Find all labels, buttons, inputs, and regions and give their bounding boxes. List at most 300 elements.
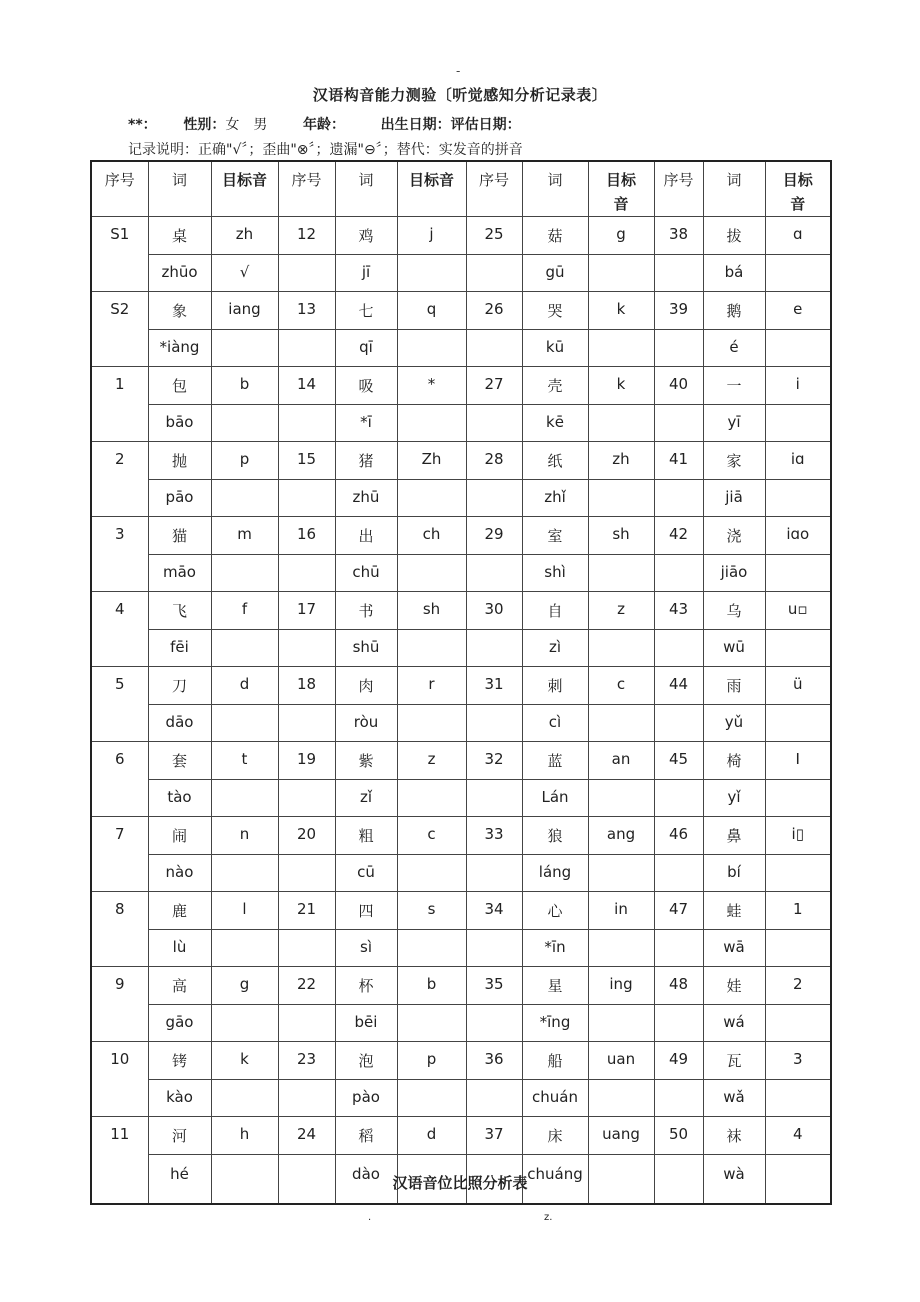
cell-pinyin-word: chuán — [522, 1080, 588, 1117]
gender-label: 性别： — [183, 117, 226, 133]
cell-target: an — [588, 742, 654, 780]
cell-word: 桌 — [148, 217, 211, 255]
cell-pinyin-target — [765, 330, 831, 367]
cell-pinyin-target — [397, 1080, 466, 1117]
footer-right-mark: z. — [544, 1212, 553, 1223]
cell-pinyin-seq — [278, 1005, 335, 1042]
cell-pinyin-target — [397, 1005, 466, 1042]
cell-pinyin-word: chuáng — [522, 1155, 588, 1205]
cell-pinyin-target — [211, 780, 278, 817]
cell-word: 鼻 — [703, 817, 765, 855]
cell-pinyin-target — [397, 630, 466, 667]
cell-pinyin-target — [765, 555, 831, 592]
cell-pinyin-seq — [278, 855, 335, 892]
cell-target: ɑ — [765, 217, 831, 255]
cell-word: 雨 — [703, 667, 765, 705]
cell-word: 包 — [148, 367, 211, 405]
cell-seq: 22 — [278, 967, 335, 1005]
cell-seq: 47 — [654, 892, 703, 930]
cell-seq: 42 — [654, 517, 703, 555]
cell-word: 粗 — [335, 817, 397, 855]
cell-pinyin-target: √ — [211, 255, 278, 292]
cell-seq: 31 — [466, 667, 522, 705]
cell-pinyin-word: wá — [703, 1005, 765, 1042]
cell-pinyin-word: māo — [148, 555, 211, 592]
name-label: **： — [128, 117, 157, 133]
cell-word: 杯 — [335, 967, 397, 1005]
table-row-pinyin — [91, 480, 831, 517]
header-word: 词 — [335, 161, 397, 217]
cell-seq: 38 — [654, 217, 703, 255]
table-row-word — [91, 667, 831, 705]
cell-pinyin-word: pào — [335, 1080, 397, 1117]
cell-seq: 4 — [91, 592, 148, 630]
cell-pinyin-seq — [466, 1005, 522, 1042]
cell-word: 室 — [522, 517, 588, 555]
cell-target: in — [588, 892, 654, 930]
cell-pinyin-seq — [278, 705, 335, 742]
cell-word: 猪 — [335, 442, 397, 480]
cell-pinyin-word: shì — [522, 555, 588, 592]
cell-seq: 46 — [654, 817, 703, 855]
cell-pinyin-word: sì — [335, 930, 397, 967]
birth-date-label: 出生日期： — [380, 117, 451, 133]
cell-word: 鸡 — [335, 217, 397, 255]
cell-target: 3 — [765, 1042, 831, 1080]
cell-pinyin-target — [211, 480, 278, 517]
cell-pinyin-target — [765, 780, 831, 817]
cell-pinyin-word: jiāo — [703, 555, 765, 592]
cell-pinyin-target — [211, 330, 278, 367]
cell-seq: 44 — [654, 667, 703, 705]
cell-seq: 39 — [654, 292, 703, 330]
cell-word: 抛 — [148, 442, 211, 480]
cell-target: z — [397, 742, 466, 780]
table-row-word — [91, 367, 831, 405]
header-word: 词 — [522, 161, 588, 217]
cell-pinyin-word: bá — [703, 255, 765, 292]
table-row-word — [91, 592, 831, 630]
cell-target: ing — [588, 967, 654, 1005]
cell-seq: 3 — [91, 517, 148, 555]
cell-pinyin-target — [765, 705, 831, 742]
cell-seq: 28 — [466, 442, 522, 480]
table-row-word — [91, 442, 831, 480]
cell-pinyin-seq — [278, 480, 335, 517]
cell-seq: 9 — [91, 967, 148, 1005]
cell-pinyin-word: bēi — [335, 1005, 397, 1042]
cell-pinyin-target — [211, 1005, 278, 1042]
cell-pinyin-seq — [654, 705, 703, 742]
cell-word: 蓝 — [522, 742, 588, 780]
table-row-pinyin — [91, 1005, 831, 1042]
cell-seq: 12 — [278, 217, 335, 255]
cell-target: z — [588, 592, 654, 630]
table-row-word — [91, 1117, 831, 1155]
cell-pinyin-seq — [278, 630, 335, 667]
cell-pinyin-seq — [466, 780, 522, 817]
cell-target: i — [765, 367, 831, 405]
cell-target: c — [397, 817, 466, 855]
form-title: 汉语构音能力测验〔听觉感知分析记录表〕 — [312, 86, 608, 104]
cell-target: I — [765, 742, 831, 780]
eval-date-label: 评估日期： — [450, 117, 521, 133]
cell-pinyin-target — [211, 1080, 278, 1117]
cell-target: k — [588, 367, 654, 405]
cell-pinyin-target — [397, 705, 466, 742]
cell-pinyin-seq — [466, 855, 522, 892]
cell-target: ch — [397, 517, 466, 555]
cell-target: ang — [588, 817, 654, 855]
table-row-pinyin — [91, 255, 831, 292]
cell-seq: 16 — [278, 517, 335, 555]
cell-seq: 24 — [278, 1117, 335, 1155]
table-row-word — [91, 892, 831, 930]
cell-seq: 34 — [466, 892, 522, 930]
cell-seq: 43 — [654, 592, 703, 630]
cell-pinyin-target — [765, 930, 831, 967]
cell-target: g — [588, 217, 654, 255]
analysis-table — [90, 160, 832, 1205]
cell-word: 哭 — [522, 292, 588, 330]
cell-pinyin-word: cì — [522, 705, 588, 742]
cell-word: 套 — [148, 742, 211, 780]
cell-pinyin-target — [765, 255, 831, 292]
cell-seq: 33 — [466, 817, 522, 855]
cell-pinyin-word: tào — [148, 780, 211, 817]
cell-target: sh — [588, 517, 654, 555]
cell-pinyin-target — [397, 780, 466, 817]
cell-target: 4 — [765, 1117, 831, 1155]
cell-target: b — [211, 367, 278, 405]
table-row-pinyin — [91, 705, 831, 742]
cell-seq: 30 — [466, 592, 522, 630]
cell-pinyin-word: wǎ — [703, 1080, 765, 1117]
cell-word: 泡 — [335, 1042, 397, 1080]
cell-pinyin-seq — [466, 330, 522, 367]
cell-word: 河 — [148, 1117, 211, 1155]
cell-target: 2 — [765, 967, 831, 1005]
cell-pinyin-target — [211, 405, 278, 442]
cell-seq: 8 — [91, 892, 148, 930]
cell-pinyin-target — [211, 630, 278, 667]
cell-pinyin-target — [588, 855, 654, 892]
cell-pinyin-target — [765, 630, 831, 667]
cell-target: u▫ — [765, 592, 831, 630]
cell-pinyin-seq — [91, 480, 148, 517]
cell-target: j — [397, 217, 466, 255]
cell-pinyin-seq — [91, 330, 148, 367]
cell-word: 浇 — [703, 517, 765, 555]
cell-word: 刺 — [522, 667, 588, 705]
cell-target: p — [211, 442, 278, 480]
cell-pinyin-word: zhū — [335, 480, 397, 517]
cell-pinyin-seq — [654, 555, 703, 592]
cell-pinyin-target — [588, 780, 654, 817]
cell-seq: 19 — [278, 742, 335, 780]
cell-pinyin-target — [397, 855, 466, 892]
cell-pinyin-seq — [466, 1080, 522, 1117]
cell-pinyin-seq — [654, 930, 703, 967]
table-header-row — [91, 161, 831, 217]
table-caption: 汉语音位比照分析表 — [392, 1174, 528, 1192]
cell-pinyin-word: wū — [703, 630, 765, 667]
cell-pinyin-word: jiā — [703, 480, 765, 517]
cell-pinyin-seq — [91, 780, 148, 817]
cell-pinyin-word: yǐ — [703, 780, 765, 817]
table-row-word — [91, 742, 831, 780]
cell-pinyin-seq — [654, 855, 703, 892]
cell-pinyin-target — [211, 855, 278, 892]
cell-word: 袜 — [703, 1117, 765, 1155]
cell-pinyin-seq — [91, 255, 148, 292]
cell-word: 闹 — [148, 817, 211, 855]
cell-pinyin-word: lù — [148, 930, 211, 967]
cell-seq: 35 — [466, 967, 522, 1005]
cell-pinyin-seq — [91, 630, 148, 667]
cell-pinyin-target — [765, 1080, 831, 1117]
cell-seq: 23 — [278, 1042, 335, 1080]
cell-word: 刀 — [148, 667, 211, 705]
cell-word: 四 — [335, 892, 397, 930]
cell-pinyin-target — [765, 405, 831, 442]
cell-seq: 37 — [466, 1117, 522, 1155]
cell-pinyin-seq — [91, 705, 148, 742]
cell-seq: 29 — [466, 517, 522, 555]
cell-seq: 7 — [91, 817, 148, 855]
cell-pinyin-seq — [278, 930, 335, 967]
cell-pinyin-seq — [278, 255, 335, 292]
cell-word: 七 — [335, 292, 397, 330]
cell-target: k — [588, 292, 654, 330]
record-instructions: 记录说明：正确"√〞；歪曲"⊗〞；遗漏"⊖〞；替代：实发音的拼音 — [128, 142, 523, 158]
table-row-pinyin — [91, 930, 831, 967]
cell-seq: 20 — [278, 817, 335, 855]
cell-word: 猫 — [148, 517, 211, 555]
cell-seq: 10 — [91, 1042, 148, 1080]
table-row-pinyin — [91, 555, 831, 592]
header-target: 目标音 — [211, 161, 278, 217]
cell-target: d — [397, 1117, 466, 1155]
cell-pinyin-word: cū — [335, 855, 397, 892]
cell-pinyin-word: é — [703, 330, 765, 367]
cell-target: zh — [211, 217, 278, 255]
cell-pinyin-word: *īn — [522, 930, 588, 967]
cell-target: ü — [765, 667, 831, 705]
cell-pinyin-seq — [278, 1080, 335, 1117]
cell-word: 菇 — [522, 217, 588, 255]
table-row-pinyin — [91, 405, 831, 442]
table-row-pinyin — [91, 330, 831, 367]
cell-pinyin-target — [588, 1080, 654, 1117]
cell-pinyin-target — [588, 1005, 654, 1042]
cell-target: r — [397, 667, 466, 705]
cell-pinyin-seq — [654, 330, 703, 367]
cell-pinyin-seq — [466, 480, 522, 517]
cell-seq: 17 — [278, 592, 335, 630]
cell-word: 床 — [522, 1117, 588, 1155]
cell-pinyin-word: kào — [148, 1080, 211, 1117]
cell-pinyin-seq — [91, 555, 148, 592]
page-top-mark: - — [456, 64, 461, 78]
header-seq: 序号 — [278, 161, 335, 217]
cell-pinyin-word: fēi — [148, 630, 211, 667]
cell-seq: 2 — [91, 442, 148, 480]
cell-pinyin-target — [397, 480, 466, 517]
info-line — [128, 114, 521, 134]
cell-pinyin-word: zhūo — [148, 255, 211, 292]
cell-target: b — [397, 967, 466, 1005]
cell-pinyin-word: dāo — [148, 705, 211, 742]
table-row-word — [91, 517, 831, 555]
cell-word: 鹅 — [703, 292, 765, 330]
cell-pinyin-seq — [466, 630, 522, 667]
cell-seq: 48 — [654, 967, 703, 1005]
cell-pinyin-seq — [654, 780, 703, 817]
cell-pinyin-word: *īng — [522, 1005, 588, 1042]
cell-target: g — [211, 967, 278, 1005]
cell-target: * — [397, 367, 466, 405]
cell-pinyin-seq — [91, 930, 148, 967]
cell-pinyin-target — [588, 480, 654, 517]
cell-pinyin-target — [397, 930, 466, 967]
cell-pinyin-target — [397, 330, 466, 367]
cell-target: m — [211, 517, 278, 555]
table-row-pinyin — [91, 1080, 831, 1117]
table-row-word — [91, 292, 831, 330]
cell-target: p — [397, 1042, 466, 1080]
cell-target: Zh — [397, 442, 466, 480]
cell-pinyin-seq — [654, 630, 703, 667]
cell-target: q — [397, 292, 466, 330]
table-row-word — [91, 217, 831, 255]
cell-word: 乌 — [703, 592, 765, 630]
cell-seq: 18 — [278, 667, 335, 705]
age-label: 年龄： — [302, 117, 345, 133]
cell-target: uan — [588, 1042, 654, 1080]
cell-pinyin-seq — [466, 930, 522, 967]
cell-pinyin-seq — [278, 780, 335, 817]
cell-pinyin-word: kū — [522, 330, 588, 367]
cell-seq: 25 — [466, 217, 522, 255]
cell-pinyin-word: kē — [522, 405, 588, 442]
cell-pinyin-word: gū — [522, 255, 588, 292]
cell-seq: 5 — [91, 667, 148, 705]
cell-word: 家 — [703, 442, 765, 480]
cell-pinyin-target — [588, 255, 654, 292]
cell-target: t — [211, 742, 278, 780]
cell-pinyin-word: wā — [703, 930, 765, 967]
cell-word: 椅 — [703, 742, 765, 780]
cell-target: k — [211, 1042, 278, 1080]
cell-target: zh — [588, 442, 654, 480]
cell-pinyin-seq — [466, 255, 522, 292]
cell-word: 飞 — [148, 592, 211, 630]
cell-pinyin-target — [765, 480, 831, 517]
header-target: 目标 音 — [765, 161, 831, 217]
cell-word: 肉 — [335, 667, 397, 705]
cell-seq: 15 — [278, 442, 335, 480]
cell-seq: 49 — [654, 1042, 703, 1080]
cell-pinyin-seq — [91, 855, 148, 892]
cell-target: l — [211, 892, 278, 930]
cell-seq: 50 — [654, 1117, 703, 1155]
table-row-pinyin — [91, 855, 831, 892]
cell-seq: 41 — [654, 442, 703, 480]
header-target: 目标音 — [397, 161, 466, 217]
cell-pinyin-word: hé — [148, 1155, 211, 1205]
cell-seq: 32 — [466, 742, 522, 780]
cell-pinyin-word: zhǐ — [522, 480, 588, 517]
cell-word: 自 — [522, 592, 588, 630]
cell-pinyin-word: pāo — [148, 480, 211, 517]
cell-seq: 6 — [91, 742, 148, 780]
cell-pinyin-word: *ī — [335, 405, 397, 442]
cell-seq: 40 — [654, 367, 703, 405]
cell-pinyin-seq — [278, 330, 335, 367]
cell-word: 拔 — [703, 217, 765, 255]
table-row-pinyin — [91, 630, 831, 667]
table-row-word — [91, 1042, 831, 1080]
cell-seq: 14 — [278, 367, 335, 405]
header-seq: 序号 — [654, 161, 703, 217]
cell-word: 稻 — [335, 1117, 397, 1155]
cell-pinyin-seq — [466, 405, 522, 442]
cell-word: 娃 — [703, 967, 765, 1005]
cell-pinyin-seq — [91, 1005, 148, 1042]
cell-pinyin-target — [211, 555, 278, 592]
cell-pinyin-word: bí — [703, 855, 765, 892]
cell-pinyin-seq — [654, 1080, 703, 1117]
cell-target: n — [211, 817, 278, 855]
cell-word: 吸 — [335, 367, 397, 405]
cell-pinyin-word: chū — [335, 555, 397, 592]
cell-target: i▯ — [765, 817, 831, 855]
cell-pinyin-target — [765, 855, 831, 892]
table-row-word — [91, 817, 831, 855]
cell-word: 高 — [148, 967, 211, 1005]
cell-seq: 45 — [654, 742, 703, 780]
cell-pinyin-target — [765, 1005, 831, 1042]
cell-pinyin-seq — [466, 705, 522, 742]
cell-seq: 1 — [91, 367, 148, 405]
cell-pinyin-seq — [654, 1005, 703, 1042]
cell-pinyin-target — [397, 555, 466, 592]
cell-word: 壳 — [522, 367, 588, 405]
cell-seq: 27 — [466, 367, 522, 405]
cell-target: e — [765, 292, 831, 330]
cell-seq: S2 — [91, 292, 148, 330]
cell-word: 紫 — [335, 742, 397, 780]
cell-word: 出 — [335, 517, 397, 555]
cell-seq: S1 — [91, 217, 148, 255]
header-word: 词 — [148, 161, 211, 217]
cell-pinyin-seq — [654, 255, 703, 292]
table-body — [91, 217, 831, 1205]
cell-word: 一 — [703, 367, 765, 405]
cell-pinyin-word: Lán — [522, 780, 588, 817]
cell-pinyin-target — [588, 630, 654, 667]
header-seq: 序号 — [466, 161, 522, 217]
cell-seq: 13 — [278, 292, 335, 330]
cell-seq: 11 — [91, 1117, 148, 1155]
cell-pinyin-word: dào — [335, 1155, 397, 1205]
cell-pinyin-seq — [91, 405, 148, 442]
header-target: 目标 音 — [588, 161, 654, 217]
cell-seq: 21 — [278, 892, 335, 930]
cell-word: 瓦 — [703, 1042, 765, 1080]
cell-pinyin-word: jī — [335, 255, 397, 292]
